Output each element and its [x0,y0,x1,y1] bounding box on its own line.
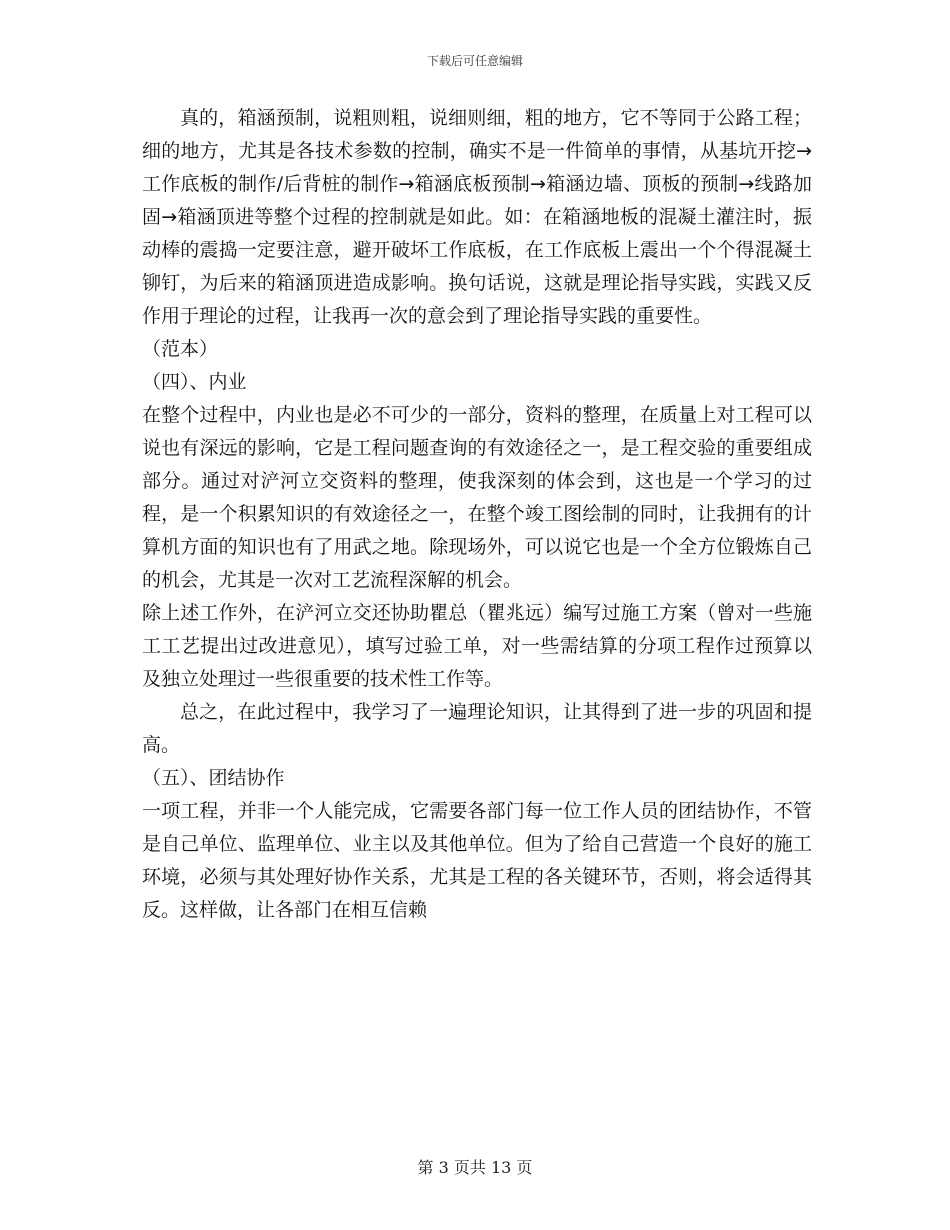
paragraph-summary: 总之，在此过程中，我学习了一遍理论知识，让其得到了进一步的巩固和提高。 [142,701,812,756]
document-body [142,102,812,927]
paragraph-internal-work: 在整个过程中，内业也是必不可少的一部分，资料的整理，在质量上对工程可以说也有深远的影响，它是工程问题查询的有效途径之一，是工程交验的重要组成部分。通过对浐河立交资料的整理，使我深刻的体会到，这也是一个学习的过程，是一个积累知识的有效途径之一，在整个竣工图绘制的同时，让我拥有的计算机方面的知识也有了用武之地。除现场外，可以说它也是一个全方位锻炼自己的机会，尤其是一次对工艺流程深解的机会。 [142,404,812,591]
sample-note: （范本） [142,338,219,360]
paragraph-other-work: 除上述工作外，在浐河立交还协助瞿总（瞿兆远）编写过施工方案（曾对一些施工工艺提出过改进意见），填写过验工单，对一些需结算的分项工程作过预算以及独立处理过一些很重要的技术性工作等。 [142,602,812,690]
page-footer: 第 3 页共 13 页 [417,1158,533,1177]
section-heading-internal-work: （四）、内业 [142,371,247,393]
page-header: 下载后可任意编辑 [426,54,523,68]
section-heading-teamwork: （五）、团结协作 [142,767,285,789]
paragraph-teamwork: 一项工程，并非一个人能完成，它需要各部门每一位工作人员的团结协作，不管是自己单位、监理单位、业主以及其他单位。但为了给自己营造一个良好的施工环境，必须与其处理好协作关系，尤其是工程的各关键环节，否则，将会适得其反。这样做，让各部门在相互信赖 [142,800,812,921]
paragraph-box-culvert: 真的，箱涵预制，说粗则粗，说细则细，粗的地方，它不等同于公路工程；细的地方，尤其是各技术参数的控制，确实不是一件简单的事情，从基坑开挖→工作底板的制作/后背桩的制作→箱涵底板预制→箱涵边墙、顶板的预制→线路加固→箱涵顶进等整个过程的控制就是如此。如：在箱涵地板的混凝土灌注时，振动棒的震捣一定要注意，避开破坏工作底板，在工作底板上震出一个个得混凝土铆钉，为后来的箱涵顶进造成影响。换句话说，这就是理论指导实践，实践又反作用于理论的过程，让我再一次的意会到了理论指导实践的重要性。 [142,107,812,327]
